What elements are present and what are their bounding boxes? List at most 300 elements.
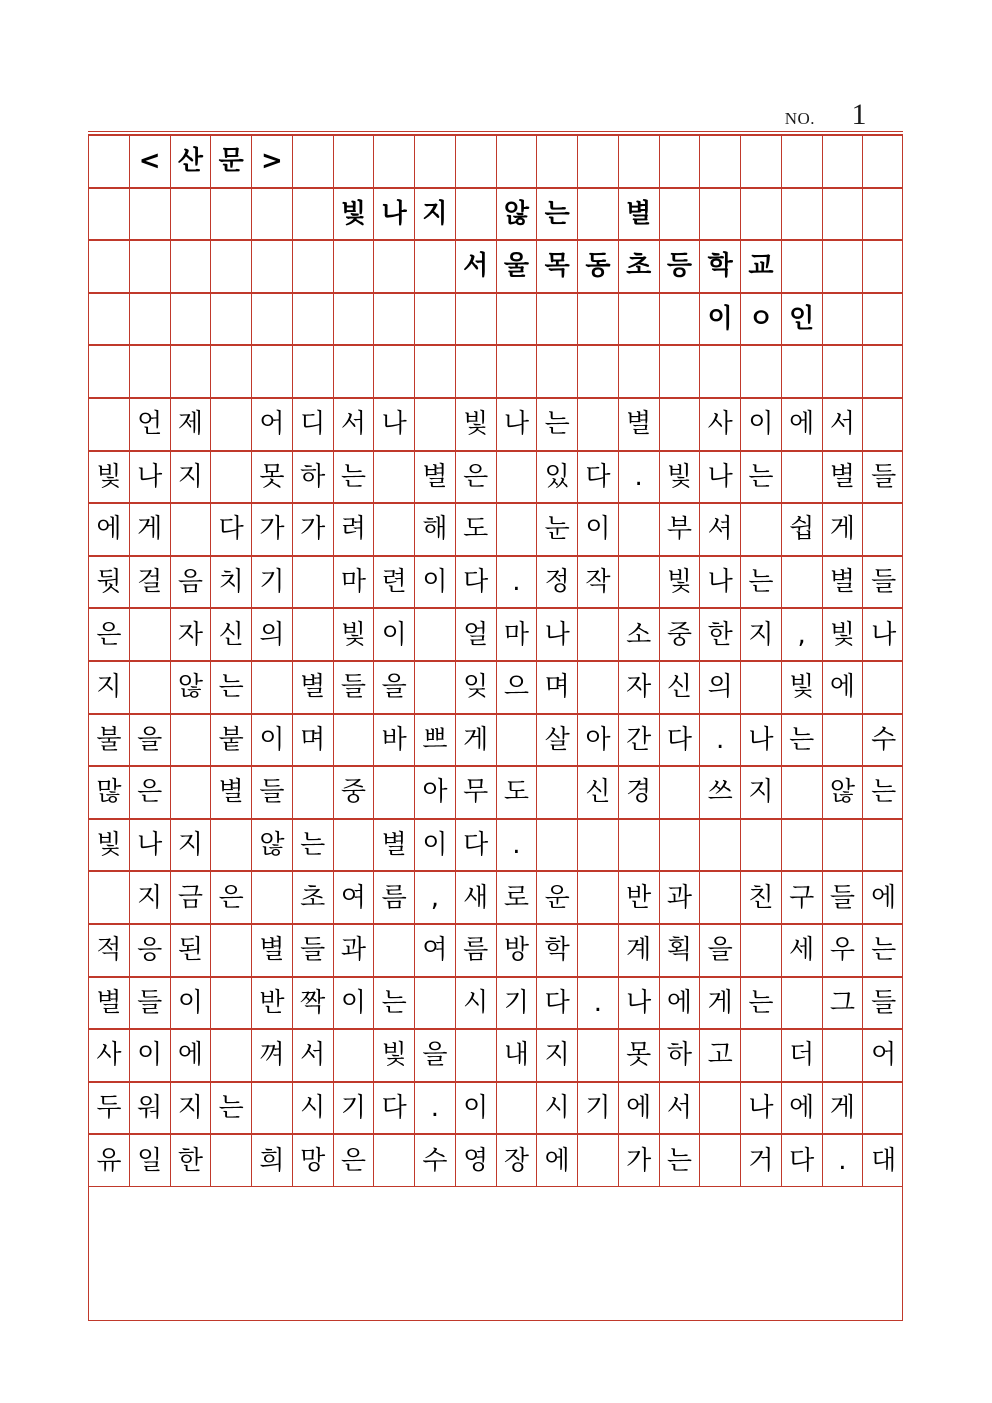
- manuscript-cell[interactable]: [782, 978, 823, 1029]
- manuscript-cell[interactable]: [782, 241, 823, 292]
- manuscript-cell[interactable]: 들: [252, 767, 293, 818]
- manuscript-cell[interactable]: [497, 504, 538, 555]
- manuscript-cell[interactable]: [619, 557, 660, 608]
- manuscript-cell[interactable]: [863, 189, 904, 240]
- manuscript-cell[interactable]: [782, 136, 823, 187]
- manuscript-cell[interactable]: 자: [171, 609, 212, 660]
- manuscript-cell[interactable]: 않: [171, 662, 212, 713]
- manuscript-cell[interactable]: 이: [334, 978, 375, 1029]
- manuscript-cell[interactable]: 는: [871, 777, 897, 808]
- manuscript-cell[interactable]: [456, 346, 497, 397]
- manuscript-cell[interactable]: 의: [700, 662, 741, 713]
- manuscript-cell[interactable]: 게: [700, 978, 741, 1029]
- manuscript-cell[interactable]: [374, 925, 415, 976]
- manuscript-cell[interactable]: 며: [293, 715, 334, 766]
- manuscript-cell[interactable]: [171, 346, 212, 397]
- manuscript-cell[interactable]: [782, 452, 823, 503]
- manuscript-cell[interactable]: [578, 609, 619, 660]
- manuscript-cell[interactable]: 사: [700, 399, 741, 450]
- manuscript-cell[interactable]: 제: [171, 399, 212, 450]
- manuscript-cell[interactable]: [660, 189, 701, 240]
- manuscript-cell[interactable]: 초: [619, 241, 660, 292]
- manuscript-cell[interactable]: 빛: [89, 820, 130, 871]
- manuscript-cell[interactable]: 들: [871, 461, 897, 492]
- manuscript-cell[interactable]: 않: [252, 820, 293, 871]
- manuscript-cell[interactable]: >: [252, 136, 293, 187]
- manuscript-cell[interactable]: 지: [415, 189, 456, 240]
- manuscript-cell[interactable]: 교: [741, 241, 782, 292]
- manuscript-cell[interactable]: [863, 346, 904, 397]
- manuscript-cell[interactable]: 들: [334, 662, 375, 713]
- manuscript-cell[interactable]: [211, 1030, 252, 1081]
- manuscript-cell[interactable]: 한: [700, 609, 741, 660]
- manuscript-cell[interactable]: 무: [456, 767, 497, 818]
- manuscript-cell[interactable]: [293, 767, 334, 818]
- manuscript-cell[interactable]: [415, 609, 456, 660]
- manuscript-cell[interactable]: [374, 452, 415, 503]
- manuscript-cell[interactable]: 소: [619, 609, 660, 660]
- manuscript-cell[interactable]: 시: [537, 1083, 578, 1134]
- manuscript-cell[interactable]: [741, 136, 782, 187]
- manuscript-cell[interactable]: [171, 241, 212, 292]
- manuscript-cell[interactable]: [211, 294, 252, 345]
- manuscript-cell[interactable]: [415, 294, 456, 345]
- manuscript-cell[interactable]: [252, 241, 293, 292]
- manuscript-cell[interactable]: 바: [374, 715, 415, 766]
- manuscript-cell[interactable]: 서: [293, 1030, 334, 1081]
- manuscript-cell[interactable]: 을: [700, 925, 741, 976]
- manuscript-cell[interactable]: 가: [293, 504, 334, 555]
- manuscript-cell[interactable]: [782, 557, 823, 608]
- manuscript-cell[interactable]: [700, 136, 741, 187]
- manuscript-cell[interactable]: [130, 189, 171, 240]
- manuscript-cell[interactable]: 내: [497, 1030, 538, 1081]
- manuscript-cell[interactable]: [537, 346, 578, 397]
- manuscript-cell[interactable]: [537, 767, 578, 818]
- manuscript-cell[interactable]: [660, 346, 701, 397]
- manuscript-cell[interactable]: [578, 399, 619, 450]
- manuscript-cell[interactable]: 가: [619, 1135, 660, 1186]
- manuscript-cell[interactable]: [823, 346, 864, 397]
- manuscript-cell[interactable]: .: [578, 978, 619, 1029]
- manuscript-cell[interactable]: 동: [578, 241, 619, 292]
- manuscript-cell[interactable]: [619, 346, 660, 397]
- manuscript-cell[interactable]: 별: [823, 452, 864, 503]
- manuscript-cell[interactable]: 자: [619, 662, 660, 713]
- manuscript-cell[interactable]: [415, 136, 456, 187]
- manuscript-cell[interactable]: 는: [211, 662, 252, 713]
- manuscript-cell[interactable]: 거: [741, 1135, 782, 1186]
- manuscript-cell[interactable]: [537, 136, 578, 187]
- manuscript-cell[interactable]: [578, 189, 619, 240]
- manuscript-cell[interactable]: [456, 189, 497, 240]
- manuscript-cell[interactable]: 별: [211, 767, 252, 818]
- manuscript-cell[interactable]: 많: [89, 767, 130, 818]
- manuscript-cell[interactable]: 반: [619, 872, 660, 923]
- manuscript-cell[interactable]: 이: [374, 609, 415, 660]
- manuscript-cell[interactable]: 서: [823, 399, 864, 450]
- manuscript-cell[interactable]: [293, 294, 334, 345]
- manuscript-cell[interactable]: 산: [171, 136, 212, 187]
- manuscript-cell[interactable]: [497, 452, 538, 503]
- manuscript-cell[interactable]: [578, 820, 619, 871]
- manuscript-cell[interactable]: 해: [415, 504, 456, 555]
- manuscript-cell[interactable]: 은: [334, 1135, 375, 1186]
- manuscript-cell[interactable]: 는: [782, 715, 823, 766]
- manuscript-cell[interactable]: 등: [660, 241, 701, 292]
- manuscript-cell[interactable]: [700, 872, 741, 923]
- manuscript-cell[interactable]: 빛: [374, 1030, 415, 1081]
- manuscript-cell[interactable]: [415, 399, 456, 450]
- manuscript-cell[interactable]: 여: [415, 925, 456, 976]
- manuscript-cell[interactable]: 방: [497, 925, 538, 976]
- manuscript-cell[interactable]: [130, 346, 171, 397]
- manuscript-cell[interactable]: 부: [660, 504, 701, 555]
- manuscript-cell[interactable]: 나: [130, 820, 171, 871]
- manuscript-cell[interactable]: 마: [497, 609, 538, 660]
- manuscript-cell[interactable]: 쉽: [782, 504, 823, 555]
- manuscript-cell[interactable]: 고: [700, 1030, 741, 1081]
- manuscript-cell[interactable]: [171, 294, 212, 345]
- manuscript-cell[interactable]: 기: [497, 978, 538, 1029]
- manuscript-cell[interactable]: 이: [130, 1030, 171, 1081]
- manuscript-cell[interactable]: 다: [456, 557, 497, 608]
- manuscript-cell[interactable]: [578, 294, 619, 345]
- manuscript-cell[interactable]: 별: [415, 452, 456, 503]
- manuscript-cell[interactable]: 쁘: [415, 715, 456, 766]
- manuscript-cell[interactable]: [863, 820, 904, 871]
- manuscript-cell[interactable]: 별: [619, 189, 660, 240]
- manuscript-cell[interactable]: 들: [293, 925, 334, 976]
- manuscript-cell[interactable]: .: [823, 1135, 864, 1186]
- manuscript-cell[interactable]: 경: [619, 767, 660, 818]
- manuscript-cell[interactable]: [619, 136, 660, 187]
- manuscript-cell[interactable]: 다: [211, 504, 252, 555]
- manuscript-cell[interactable]: 이: [415, 820, 456, 871]
- manuscript-cell[interactable]: [89, 241, 130, 292]
- manuscript-cell[interactable]: 잊: [456, 662, 497, 713]
- manuscript-cell[interactable]: 희: [252, 1135, 293, 1186]
- manuscript-cell[interactable]: 망: [293, 1135, 334, 1186]
- manuscript-cell[interactable]: [578, 346, 619, 397]
- manuscript-cell[interactable]: 치: [211, 557, 252, 608]
- manuscript-cell[interactable]: 에: [619, 1083, 660, 1134]
- manuscript-cell[interactable]: 을: [374, 662, 415, 713]
- manuscript-cell[interactable]: 지: [89, 662, 130, 713]
- manuscript-cell[interactable]: [252, 189, 293, 240]
- manuscript-cell[interactable]: [171, 189, 212, 240]
- manuscript-cell[interactable]: 여: [334, 872, 375, 923]
- manuscript-cell[interactable]: 신: [660, 662, 701, 713]
- manuscript-cell[interactable]: 들: [823, 872, 864, 923]
- manuscript-cell[interactable]: [660, 767, 701, 818]
- manuscript-cell[interactable]: 들: [871, 567, 897, 598]
- manuscript-cell[interactable]: 우: [823, 925, 864, 976]
- manuscript-cell[interactable]: 의: [252, 609, 293, 660]
- manuscript-cell[interactable]: 유: [89, 1135, 130, 1186]
- manuscript-cell[interactable]: 지: [171, 452, 212, 503]
- manuscript-cell[interactable]: [374, 346, 415, 397]
- manuscript-cell[interactable]: 걸: [130, 557, 171, 608]
- manuscript-cell[interactable]: [252, 346, 293, 397]
- manuscript-cell[interactable]: 문: [211, 136, 252, 187]
- manuscript-cell[interactable]: [293, 136, 334, 187]
- manuscript-cell[interactable]: 이: [700, 294, 741, 345]
- manuscript-cell[interactable]: .: [700, 715, 741, 766]
- manuscript-cell[interactable]: 시: [456, 978, 497, 1029]
- manuscript-cell[interactable]: 대: [871, 1145, 897, 1176]
- manuscript-cell[interactable]: 며: [537, 662, 578, 713]
- manuscript-cell[interactable]: 다: [456, 820, 497, 871]
- manuscript-cell[interactable]: 어: [871, 1040, 897, 1071]
- manuscript-cell[interactable]: [334, 1030, 375, 1081]
- manuscript-cell[interactable]: [374, 294, 415, 345]
- manuscript-cell[interactable]: [741, 820, 782, 871]
- manuscript-cell[interactable]: 응: [130, 925, 171, 976]
- manuscript-cell[interactable]: [334, 241, 375, 292]
- manuscript-cell[interactable]: 학: [700, 241, 741, 292]
- manuscript-cell[interactable]: 게: [130, 504, 171, 555]
- manuscript-cell[interactable]: 을: [415, 1030, 456, 1081]
- manuscript-cell[interactable]: 과: [660, 872, 701, 923]
- manuscript-cell[interactable]: [741, 662, 782, 713]
- manuscript-cell[interactable]: 다: [660, 715, 701, 766]
- manuscript-cell[interactable]: [415, 346, 456, 397]
- manuscript-cell[interactable]: 더: [782, 1030, 823, 1081]
- manuscript-cell[interactable]: 얼: [456, 609, 497, 660]
- manuscript-cell[interactable]: 은: [89, 609, 130, 660]
- manuscript-cell[interactable]: 지: [171, 820, 212, 871]
- manuscript-cell[interactable]: [660, 820, 701, 871]
- manuscript-cell[interactable]: [823, 189, 864, 240]
- manuscript-cell[interactable]: [700, 1083, 741, 1134]
- manuscript-cell[interactable]: 이: [578, 504, 619, 555]
- manuscript-cell[interactable]: 어: [252, 399, 293, 450]
- manuscript-cell[interactable]: 는: [660, 1135, 701, 1186]
- manuscript-cell[interactable]: 을: [130, 715, 171, 766]
- manuscript-cell[interactable]: 간: [619, 715, 660, 766]
- manuscript-cell[interactable]: [293, 241, 334, 292]
- manuscript-cell[interactable]: [415, 662, 456, 713]
- manuscript-cell[interactable]: 하: [293, 452, 334, 503]
- manuscript-cell[interactable]: [211, 189, 252, 240]
- manuscript-cell[interactable]: 지: [741, 767, 782, 818]
- manuscript-cell[interactable]: 별: [89, 978, 130, 1029]
- manuscript-cell[interactable]: 는: [537, 189, 578, 240]
- manuscript-cell[interactable]: 세: [782, 925, 823, 976]
- manuscript-cell[interactable]: 려: [334, 504, 375, 555]
- manuscript-cell[interactable]: [415, 978, 456, 1029]
- manuscript-cell[interactable]: [700, 189, 741, 240]
- manuscript-cell[interactable]: [578, 872, 619, 923]
- manuscript-cell[interactable]: 초: [293, 872, 334, 923]
- manuscript-cell[interactable]: 는: [741, 978, 782, 1029]
- manuscript-cell[interactable]: 획: [660, 925, 701, 976]
- manuscript-cell[interactable]: 지: [130, 872, 171, 923]
- manuscript-cell[interactable]: 정: [537, 557, 578, 608]
- manuscript-cell[interactable]: [823, 294, 864, 345]
- manuscript-cell[interactable]: 는: [537, 399, 578, 450]
- manuscript-cell[interactable]: 서: [456, 241, 497, 292]
- manuscript-cell[interactable]: [578, 1135, 619, 1186]
- manuscript-cell[interactable]: [374, 1135, 415, 1186]
- manuscript-cell[interactable]: 이: [456, 1083, 497, 1134]
- manuscript-cell[interactable]: [741, 346, 782, 397]
- manuscript-cell[interactable]: [782, 346, 823, 397]
- manuscript-cell[interactable]: [374, 767, 415, 818]
- manuscript-cell[interactable]: 하: [660, 1030, 701, 1081]
- manuscript-cell[interactable]: [863, 294, 904, 345]
- manuscript-cell[interactable]: 에: [537, 1135, 578, 1186]
- manuscript-cell[interactable]: [863, 241, 904, 292]
- manuscript-cell[interactable]: 기: [334, 1083, 375, 1134]
- manuscript-cell[interactable]: [130, 662, 171, 713]
- manuscript-cell[interactable]: [660, 294, 701, 345]
- manuscript-cell[interactable]: 불: [89, 715, 130, 766]
- manuscript-cell[interactable]: [171, 767, 212, 818]
- manuscript-cell[interactable]: 이: [252, 715, 293, 766]
- manuscript-cell[interactable]: 워: [130, 1083, 171, 1134]
- manuscript-cell[interactable]: [374, 241, 415, 292]
- manuscript-cell[interactable]: 도: [497, 767, 538, 818]
- manuscript-cell[interactable]: [456, 294, 497, 345]
- manuscript-cell[interactable]: 나: [374, 189, 415, 240]
- manuscript-cell[interactable]: .: [415, 1083, 456, 1134]
- manuscript-cell[interactable]: [252, 662, 293, 713]
- manuscript-cell[interactable]: [823, 715, 864, 766]
- manuscript-cell[interactable]: 다: [782, 1135, 823, 1186]
- manuscript-cell[interactable]: 별: [619, 399, 660, 450]
- manuscript-cell[interactable]: <: [130, 136, 171, 187]
- manuscript-cell[interactable]: [863, 662, 904, 713]
- manuscript-cell[interactable]: [211, 346, 252, 397]
- manuscript-cell[interactable]: 중: [660, 609, 701, 660]
- manuscript-cell[interactable]: .: [497, 820, 538, 871]
- manuscript-cell[interactable]: 으: [497, 662, 538, 713]
- manuscript-cell[interactable]: 는: [293, 820, 334, 871]
- manuscript-cell[interactable]: 붙: [211, 715, 252, 766]
- manuscript-cell[interactable]: [130, 609, 171, 660]
- manuscript-cell[interactable]: [497, 136, 538, 187]
- manuscript-cell[interactable]: 아: [415, 767, 456, 818]
- manuscript-cell[interactable]: 셔: [700, 504, 741, 555]
- manuscript-cell[interactable]: [374, 136, 415, 187]
- manuscript-cell[interactable]: 시: [293, 1083, 334, 1134]
- manuscript-cell[interactable]: 지: [741, 609, 782, 660]
- manuscript-cell[interactable]: [578, 136, 619, 187]
- manuscript-cell[interactable]: 나: [374, 399, 415, 450]
- manuscript-cell[interactable]: 금: [171, 872, 212, 923]
- manuscript-cell[interactable]: [211, 978, 252, 1029]
- manuscript-cell[interactable]: [619, 820, 660, 871]
- manuscript-cell[interactable]: 름: [374, 872, 415, 923]
- manuscript-cell[interactable]: [89, 872, 130, 923]
- manuscript-cell[interactable]: [211, 1135, 252, 1186]
- manuscript-cell[interactable]: [537, 294, 578, 345]
- manuscript-cell[interactable]: 장: [497, 1135, 538, 1186]
- manuscript-cell[interactable]: 은: [456, 452, 497, 503]
- manuscript-cell[interactable]: 친: [741, 872, 782, 923]
- manuscript-cell[interactable]: 계: [619, 925, 660, 976]
- manuscript-cell[interactable]: 기: [578, 1083, 619, 1134]
- manuscript-cell[interactable]: [497, 294, 538, 345]
- manuscript-cell[interactable]: 는: [374, 978, 415, 1029]
- manuscript-cell[interactable]: 빛: [334, 189, 375, 240]
- manuscript-cell[interactable]: ,: [415, 872, 456, 923]
- manuscript-cell[interactable]: [334, 820, 375, 871]
- manuscript-cell[interactable]: 나: [700, 557, 741, 608]
- manuscript-cell[interactable]: 수: [415, 1135, 456, 1186]
- manuscript-cell[interactable]: 은: [130, 767, 171, 818]
- manuscript-cell[interactable]: [252, 1083, 293, 1134]
- manuscript-cell[interactable]: [130, 241, 171, 292]
- manuscript-cell[interactable]: [293, 609, 334, 660]
- manuscript-cell[interactable]: [171, 504, 212, 555]
- manuscript-cell[interactable]: [89, 399, 130, 450]
- manuscript-cell[interactable]: [293, 346, 334, 397]
- manuscript-cell[interactable]: [823, 241, 864, 292]
- manuscript-cell[interactable]: 름: [456, 925, 497, 976]
- manuscript-cell[interactable]: 에: [171, 1030, 212, 1081]
- manuscript-cell[interactable]: ,: [782, 609, 823, 660]
- manuscript-cell[interactable]: 서: [660, 1083, 701, 1134]
- manuscript-cell[interactable]: 껴: [252, 1030, 293, 1081]
- manuscript-cell[interactable]: 나: [741, 1083, 782, 1134]
- manuscript-cell[interactable]: 한: [171, 1135, 212, 1186]
- manuscript-cell[interactable]: [211, 820, 252, 871]
- manuscript-cell[interactable]: [334, 715, 375, 766]
- manuscript-cell[interactable]: [252, 872, 293, 923]
- manuscript-cell[interactable]: 로: [497, 872, 538, 923]
- manuscript-cell[interactable]: 에: [660, 978, 701, 1029]
- manuscript-cell[interactable]: 된: [171, 925, 212, 976]
- manuscript-cell[interactable]: 별: [374, 820, 415, 871]
- manuscript-cell[interactable]: [171, 715, 212, 766]
- manuscript-cell[interactable]: [863, 1083, 904, 1134]
- manuscript-cell[interactable]: 빛: [334, 609, 375, 660]
- manuscript-cell[interactable]: [660, 399, 701, 450]
- manuscript-cell[interactable]: 나: [497, 399, 538, 450]
- manuscript-cell[interactable]: [741, 504, 782, 555]
- manuscript-cell[interactable]: [89, 294, 130, 345]
- manuscript-cell[interactable]: 그: [823, 978, 864, 1029]
- manuscript-cell[interactable]: 목: [537, 241, 578, 292]
- manuscript-cell[interactable]: 는: [211, 1083, 252, 1134]
- manuscript-cell[interactable]: 음: [171, 557, 212, 608]
- manuscript-cell[interactable]: [578, 1030, 619, 1081]
- manuscript-cell[interactable]: [293, 557, 334, 608]
- manuscript-cell[interactable]: 지: [171, 1083, 212, 1134]
- manuscript-cell[interactable]: [130, 294, 171, 345]
- manuscript-cell[interactable]: 나: [537, 609, 578, 660]
- manuscript-cell[interactable]: ㅇ: [741, 294, 782, 345]
- manuscript-cell[interactable]: 신: [211, 609, 252, 660]
- manuscript-cell[interactable]: 도: [456, 504, 497, 555]
- manuscript-cell[interactable]: 빛: [660, 557, 701, 608]
- manuscript-cell[interactable]: 게: [456, 715, 497, 766]
- manuscript-cell[interactable]: 반: [252, 978, 293, 1029]
- manuscript-cell[interactable]: [863, 399, 904, 450]
- manuscript-cell[interactable]: [619, 294, 660, 345]
- manuscript-cell[interactable]: 뒷: [89, 557, 130, 608]
- manuscript-cell[interactable]: 중: [334, 767, 375, 818]
- manuscript-cell[interactable]: [782, 820, 823, 871]
- manuscript-cell[interactable]: [456, 1030, 497, 1081]
- manuscript-cell[interactable]: [252, 294, 293, 345]
- manuscript-cell[interactable]: [619, 504, 660, 555]
- manuscript-cell[interactable]: 짝: [293, 978, 334, 1029]
- manuscript-cell[interactable]: [334, 136, 375, 187]
